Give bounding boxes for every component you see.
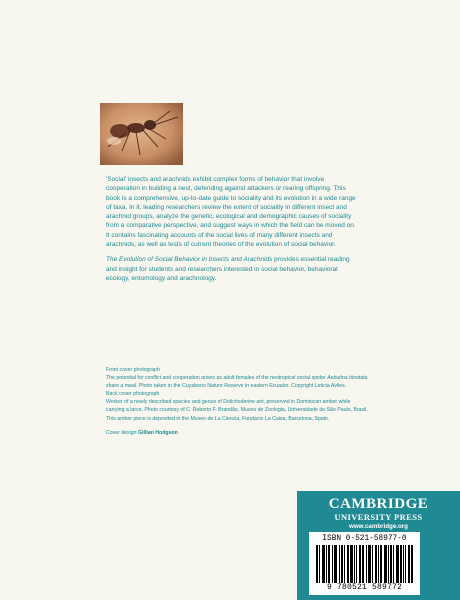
barcode-icon bbox=[316, 545, 413, 583]
cover-design-credit bbox=[106, 429, 368, 437]
amber-ant-photo bbox=[100, 103, 183, 165]
publisher-url: www.cambridge.org bbox=[349, 523, 408, 530]
photo-credits bbox=[106, 366, 368, 437]
publisher-subtitle: UNIVERSITY PRESS bbox=[334, 512, 423, 522]
isbn-number: ISBN 0-521-58977-0 bbox=[322, 535, 407, 543]
book-title: The Evolution of Social Behavior in Insects and Arachnids bbox=[106, 256, 273, 264]
species-name: Aebutina binotata bbox=[327, 375, 368, 382]
cover-design-label: Cover design bbox=[106, 429, 139, 436]
front-caption-text-a: The potential for conflict and cooperation arises as adult females of the neotropical social spider bbox=[106, 375, 328, 382]
front-cover-heading: Front cover photograph bbox=[106, 367, 160, 373]
back-cover-caption: Worker of a newly described species and genus of Dolichoderine ant, preserved in Dominican amber while carrying a larva. Photo courtesy of C. Roberto F. Brandão, Museu de Zoologia, Universidade de São Paulo, Brasil. This amber piece is deposited in the Museo de La Ciencia, Fundacio La Caixa, Barcelona, Spain. bbox=[106, 399, 368, 422]
blurb-paragraph-2-text: provides essential reading and insight for students and researchers interested in social behavior, behavioral ecology, entomology and arachnology. bbox=[106, 256, 350, 282]
back-cover-heading: Back cover photograph bbox=[106, 391, 160, 398]
publisher-name: CAMBRIDGE bbox=[328, 496, 429, 512]
front-caption-text-b: share a meal. Photo taken in the Cuyabeno Nature Reserve in eastern Ecuador. Copyright Leticia Aviles. bbox=[106, 383, 347, 390]
front-cover-caption bbox=[106, 374, 368, 390]
back-cover-blurb bbox=[106, 175, 358, 283]
designer-name: Gillian Hodgson bbox=[138, 429, 178, 436]
ean-number: 9 780521 589772 bbox=[326, 583, 402, 592]
barcode-panel bbox=[309, 532, 420, 595]
blurb-paragraph-2 bbox=[106, 255, 358, 283]
blurb-paragraph-1: 'Social' insects and arachnids exhibit complex forms of behavior that involve cooperation in building a nest, defending against attackers or rearing offspring. This book is a comprehensive, up-to-date guide to sociality and its evolution in a wide range of taxa. In it, leading researchers review the extent of sociality in different insect and arachnid groups, analyze the genetic, ecological and demographic causes of sociality from a comparative perspective, and suggest ways in which the field can be moved on. It contains fascinating accounts of the social lives of many different insects and arachnids, as well as tests of current theories of the evolution of social behavior. bbox=[106, 176, 356, 249]
